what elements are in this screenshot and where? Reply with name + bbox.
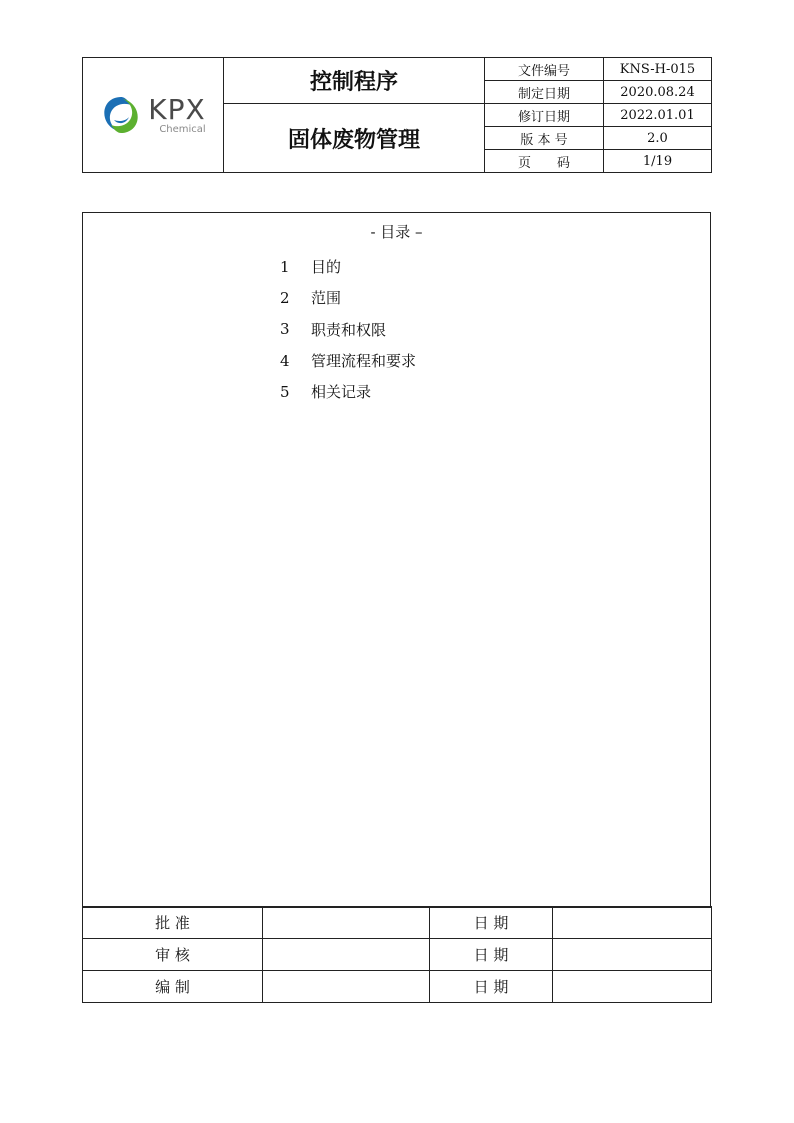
signoff-signature-field	[263, 907, 430, 939]
logo-wordmark: KPX	[148, 92, 206, 126]
kpx-logo	[83, 94, 223, 136]
meta-label-created-date: 制定日期	[485, 81, 604, 104]
kpx-swirl-icon	[100, 94, 142, 136]
document-type: 控制程序	[224, 58, 485, 104]
signoff-row-prepare	[83, 971, 712, 1003]
signoff-row-review	[83, 939, 712, 971]
toc-item-number: 2	[280, 288, 290, 307]
meta-label-version: 版 本 号	[485, 127, 604, 150]
toc-item-number: 1	[280, 257, 290, 276]
document-header	[82, 57, 712, 173]
toc-item-text: 管理流程和要求	[311, 352, 417, 371]
logo-subtitle: Chemical	[159, 123, 206, 135]
toc-item-text: 相关记录	[311, 383, 372, 402]
signoff-date-field	[553, 907, 712, 939]
meta-value-page: 1/19	[604, 150, 712, 173]
meta-label-revised-date: 修订日期	[485, 104, 604, 127]
signoff-role-label: 批 准	[83, 907, 263, 939]
signoff-date-label: 日 期	[430, 907, 553, 939]
toc-item	[280, 345, 416, 376]
signoff-row-approve	[83, 907, 712, 939]
signoff-signature-field	[263, 939, 430, 971]
meta-value-version: 2.0	[604, 127, 712, 150]
signoff-table	[82, 906, 712, 1003]
toc-item-number: 5	[280, 382, 290, 401]
signoff-date-field	[553, 971, 712, 1003]
signoff-date-label: 日 期	[430, 971, 553, 1003]
toc-item-text: 职责和权限	[311, 320, 387, 339]
meta-value-doc-number: KNS-H-015	[604, 58, 712, 81]
meta-label-doc-number: 文件编号	[485, 58, 604, 81]
meta-label-page: 页 码	[485, 150, 604, 173]
toc-item-text: 目的	[311, 258, 342, 277]
toc-box	[82, 212, 711, 908]
signoff-date-field	[553, 939, 712, 971]
signoff-role-label: 审 核	[83, 939, 263, 971]
signoff-date-label: 日 期	[430, 939, 553, 971]
meta-value-created-date: 2020.08.24	[604, 81, 712, 104]
toc-item	[280, 314, 416, 345]
toc-item-number: 4	[280, 351, 290, 370]
logo-cell	[83, 58, 224, 173]
document-title: 固体废物管理	[224, 104, 485, 173]
signoff-role-label: 编 制	[83, 971, 263, 1003]
toc-item	[280, 282, 416, 313]
toc-title: - 目录 –	[370, 223, 423, 241]
toc-list	[280, 251, 416, 407]
toc-item	[280, 251, 416, 282]
toc-item	[280, 376, 416, 407]
meta-value-revised-date: 2022.01.01	[604, 104, 712, 127]
signoff-signature-field	[263, 971, 430, 1003]
toc-item-text: 范围	[311, 289, 342, 308]
toc-item-number: 3	[280, 320, 290, 339]
